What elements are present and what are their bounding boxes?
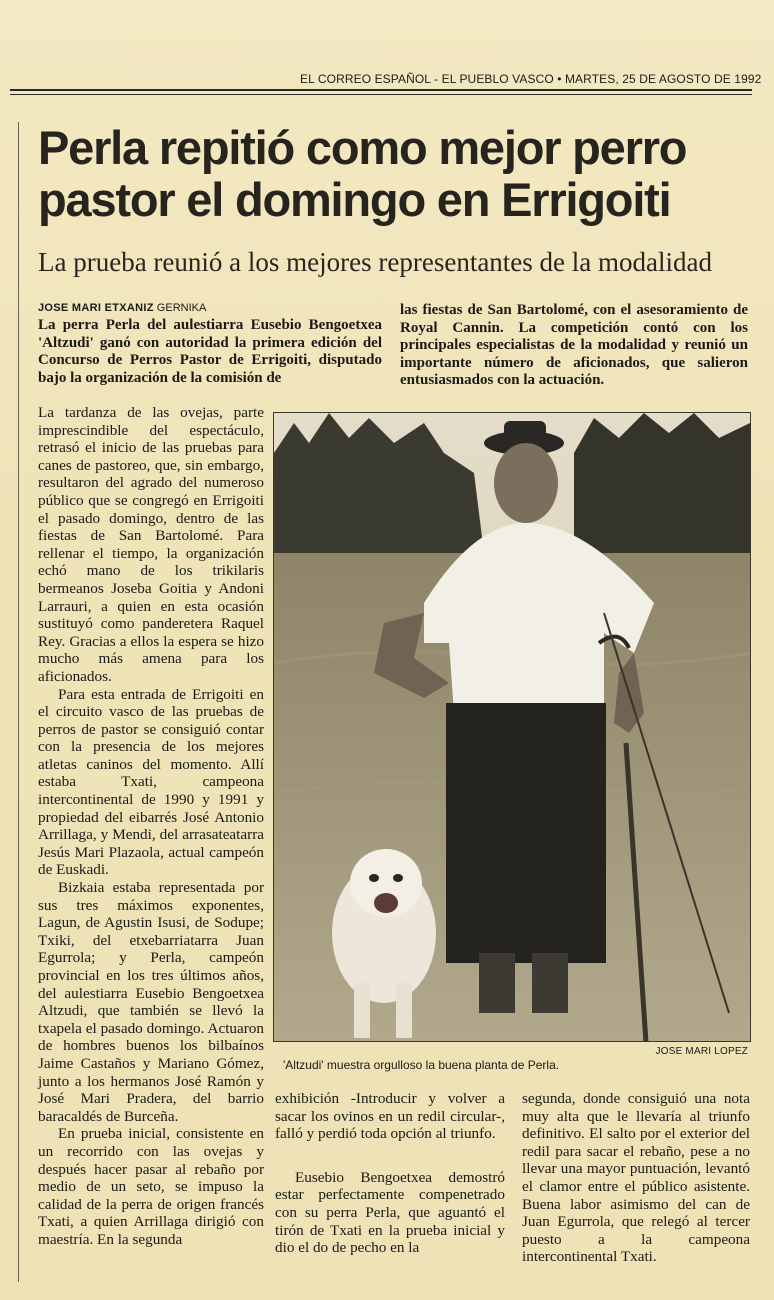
news-photo: [273, 412, 751, 1042]
body-column-middle: [275, 1090, 505, 1257]
photo-shepherd-with-dog: [274, 413, 750, 1041]
headline-line-1: Perla repitió como mejor perro: [38, 121, 687, 174]
body-paragraph: La tardanza de las ovejas, parte imprescindible del espectáculo, retrasó el inicio de las pruebas para canes de pastoreo, que, sin embargo, resultaron del agrado del numeroso público que se congregó en Errigoiti el pasado domingo, dentro de las fiestas de San Bartolomé. Para rellenar el tiempo, la organización echó mano de los trikilaris bermeanos Joseba Goitia y Andoni Larrauri, a quien en esta ocasión sustituyó como panderetera Raquel Rey. Gracias a ellos la espera se hizo mucho más amena para los aficionados.: [38, 404, 264, 685]
body-paragraph: segunda, donde consiguió una nota muy alta que le llevaría al triunfo definitivo. El salto por el exterior del redil para sacar el rebaño, pese a no llevar una mayor puntuación, levantó el clamor entre el público asistente. Buena labor asimismo del can de Juan Egurrola, que relegó al tercer puesto a la campeona intercontinental Txati.: [522, 1090, 750, 1266]
byline-place: GERNIKA: [156, 302, 207, 314]
lead-paragraph-part-2: las fiestas de San Bartolomé, con el asesoramiento de Royal Cannin. La competición contó con los principales especialistas de la modalidad y reunió un importante número de aficionados, que salieron entusiasmados con la actuación.: [400, 302, 748, 388]
masthead: EL CORREO ESPAÑOL - EL PUEBLO VASCO • MARTES, 25 DE AGOSTO DE 1992: [300, 72, 762, 86]
lead-paragraph-part-1: La perra Perla del aulestiarra Eusebio Bengoetxea 'Altzudi' ganó con autoridad la primera edición del Concurso de Perros Pastor de Errigoiti, disputado bajo la organización de la comisión de: [38, 317, 382, 386]
headline-line-2: pastor el domingo en Errigoiti: [38, 173, 671, 226]
subheadline: La prueba reunió a los mejores representantes de la modalidad: [38, 247, 712, 277]
body-paragraph: Para esta entrada de Errigoiti en el circuito vasco de las pruebas de perros de pastor se consiguió contar con la presencia de los mejores atletas caninos del momento. Allí estaba Txati, campeona intercontinental de 1990 y 1991 y propiedad del eibarrés José Antonio Arrillaga, y Mendi, del arrasateatarra Jesús Mari Plazaola, actual campeón de Euskadi.: [38, 685, 264, 879]
photo-credit: JOSE MARI LOPEZ: [655, 1046, 748, 1057]
body-column-right: [522, 1090, 750, 1266]
masthead-rule-thin: [10, 94, 752, 95]
body-paragraph: En prueba inicial, consistente en un recorrido con las ovejas y después hacer pasar al rebaño por medio de un seto, se impuso la calidad de la perra de origen francés Txati, a quien Arrillaga dirigió con maestría. En la segunda: [38, 1125, 264, 1248]
byline: [38, 302, 206, 314]
column-rule: [18, 122, 19, 1282]
body-column-left: [38, 404, 264, 1249]
body-paragraph: Bizkaia estaba representada por sus tres máximos exponentes, Lagun, de Agustin Isusi, de Sodupe; Txiki, del etxebarriatarra Juan Egurrola; y Perla, campeón provincial en los tres últimos años, del aulestiarra Eusebio Bengoetxea Altzudi, que también se llevó la txapela el pasado domingo. Actuaron de hombres buenos los bilbaínos Jaime Castaños y Mariano Gómez, junto a los hermanos José Ramón y José Mari Pradera, del barrio baracaldés de Burceña.: [38, 879, 264, 1125]
body-paragraph: exhibición -Introducir y volver a sacar los ovinos en un redil circular-, falló y perdió toda opción al triunfo.: [275, 1090, 505, 1143]
photo-caption: 'Altzudi' muestra orgulloso la buena planta de Perla.: [283, 1058, 560, 1072]
byline-author: JOSE MARI ETXANIZ: [38, 302, 154, 314]
masthead-rule: [10, 89, 752, 91]
body-paragraph: Eusebio Bengoetxea demostró estar perfectamente compenetrado con su perra Perla, que aguantó el tirón de Txati en la prueba inicial y dio el do de pecho en la: [275, 1168, 505, 1257]
headline: [38, 122, 758, 226]
